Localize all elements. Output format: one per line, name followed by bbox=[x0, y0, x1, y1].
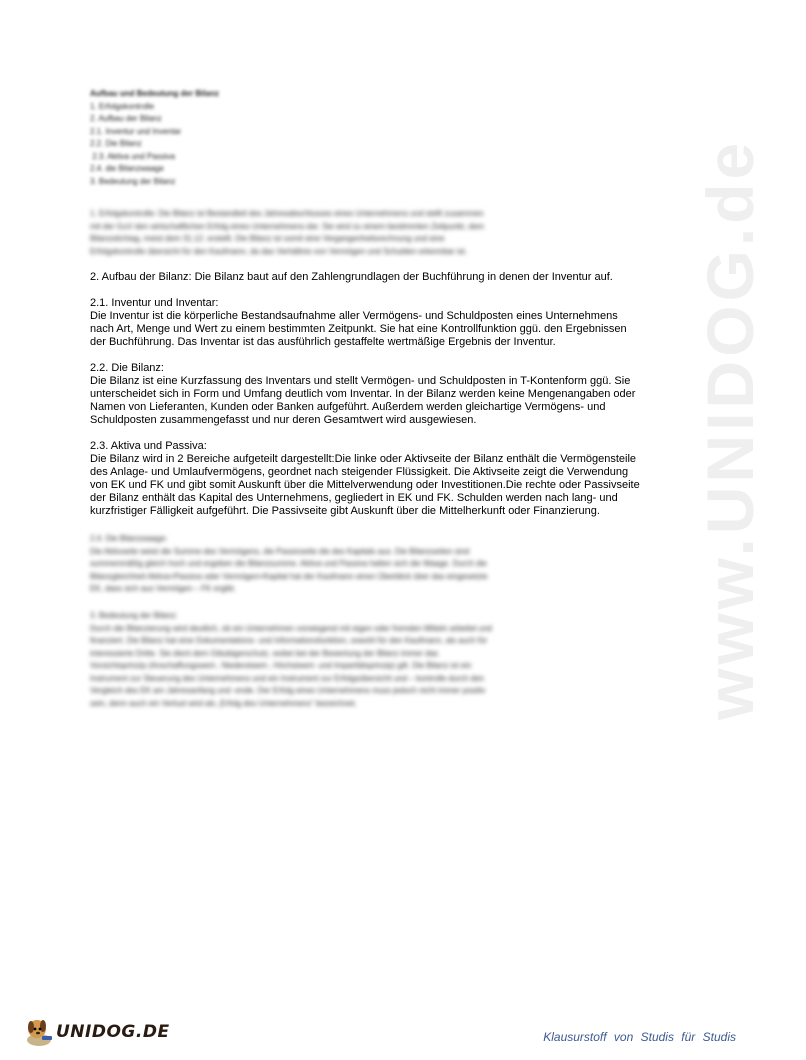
section-heading: 2.1. Inventur und Inventar: bbox=[90, 297, 219, 309]
paragraph-line: interessierte Dritte. Sie dient dem Gläubigerschutz, wobei bei der Bewertung der Bilanz immer das bbox=[90, 648, 439, 658]
unidog-logo[interactable] bbox=[22, 1012, 172, 1052]
section-bilanz bbox=[90, 362, 656, 427]
toc-item: 2.4. die Bilanzwaage bbox=[90, 164, 164, 173]
paragraph-line: Instrument zur Steuerung des Unternehmens und ein Instrument zur Erfolgsübersicht und – kontrolle durch den bbox=[90, 673, 484, 683]
paragraph-line: summenmäßig gleich hoch und ergeben die Bilanzsumme. Aktiva und Passiva halten sich die Waage. Durch die bbox=[90, 559, 487, 568]
toc-item: 2. Aufbau der Bilanz bbox=[90, 114, 162, 123]
paragraph-line: Vergleich des EK am Jahresanfang und -ende. Der Erfolg eines Unternehmens muss jedoch nicht immer positiv bbox=[90, 686, 486, 695]
paragraph-line: nach Art, Menge und Wert zu einem bestimmten Zeitpunkt. Sie hat eine Kontrollfunktion ggü. den Ergebnissen bbox=[90, 323, 627, 335]
section-inventur bbox=[90, 297, 656, 349]
toc-item: 2.2. Die Bilanz bbox=[90, 139, 142, 148]
paragraph-line: Vorsichtsprinzip (Anschaffungswert-, Niederstwert-, Höchstwert- und Imparitätsprinzip) gilt. Die Bilanz ist ein bbox=[90, 661, 472, 670]
paragraph-line: Die Bilanz ist eine Kurzfassung des Inventars und stellt Vermögen- und Schuldposten in T-Kontenform ggü. Sie bbox=[90, 375, 631, 387]
paragraph-line: der Bilanz enthält das Kapital des Unternehmens, gegliedert in EK und FK. Schulden werden nach lang- und bbox=[90, 492, 618, 504]
paragraph-line: Die Inventur ist die körperliche Bestandsaufnahme aller Vermögens- und Schuldposten eines Unternehmens bbox=[90, 310, 618, 322]
section-bedeutung bbox=[90, 610, 656, 710]
paragraph-line: mit der GuV den wirtschaftlichen Erfolg eines Unternehmens dar. Sie wird zu einem bestimmten Zeitpunkt, dem bbox=[90, 221, 484, 231]
paragraph-line: 1. Erfolgskontrolle: Die Bilanz ist Bestandteil des Jahresabschlusses eines Unternehmens und stellt zusammen bbox=[90, 209, 484, 218]
paragraph: 2. Aufbau der Bilanz: Die Bilanz baut auf den Zahlengrundlagen der Buchführung in denen der Inventur auf. bbox=[90, 271, 613, 283]
footer-tagline: Klausurstoff von Studis für Studis bbox=[543, 1030, 736, 1044]
paragraph-line: Schuldposten zusammengefasst und nur deren Gesamtwert wird ausgewiesen. bbox=[90, 414, 477, 426]
toc-title: Aufbau und Bedeutung der Bilanz bbox=[90, 89, 219, 98]
paragraph-line: Die Aktivseite weist die Summe des Vermögens, die Passivseite die des Kapitals aus. Die Bilanzseiten sind bbox=[90, 546, 470, 556]
paragraph-line: Bilanzgleichheit Aktiva=Passiva oder Vermögen=Kapital hat der Kaufmann einen Überblick über das eingesetzte bbox=[90, 571, 488, 581]
paragraph-line: Die Bilanz wird in 2 Bereiche aufgeteilt dargestellt:Die linke oder Aktivseite der Bilanz enthält die Vermögensteile bbox=[90, 453, 637, 465]
toc-item: 1. Erfolgskontrolle bbox=[90, 101, 155, 111]
section-heading: 2.4. Die Bilanzwaage: bbox=[90, 534, 168, 543]
section-heading: 2.3. Aktiva und Passiva: bbox=[90, 440, 207, 452]
paragraph-line: des Anlage- und Umlaufvermögens, geordnet nach steigender Flüssigkeit. Die Aktivseite zeigt die Verwendung bbox=[90, 466, 629, 478]
toc-item: 2.3. Aktiva und Passiva bbox=[90, 151, 175, 161]
paragraph-line: sein, denn auch ein Verlust wird als „Erfolg des Unternehmens“ bezeichnet. bbox=[90, 698, 357, 708]
table-of-contents bbox=[90, 88, 656, 188]
toc-item: 3. Bedeutung der Bilanz bbox=[90, 176, 176, 186]
section-bilanzwaage bbox=[90, 533, 656, 596]
paragraph-line: kurzfristiger Fälligkeit aufgeführt. Die Passivseite gibt Auskunft über die Mittelherkunft oder Finanzierung. bbox=[90, 505, 600, 517]
paragraph-line: Namen von Lieferanten, Kunden oder Banken aufgeführt. Außerdem werden gleichartige Vermögens- und bbox=[90, 401, 606, 413]
paragraph-line: der Buchführung. Das Inventar ist das ausführlich gestaffelte wertmäßige Ergebnis der Inventur. bbox=[90, 336, 556, 348]
section-aktiva-passiva bbox=[90, 440, 656, 518]
paragraph-line: Bilanzstichtag, meist dem 31.12. erstellt. Die Bilanz ist somit eine Vergangenheitsrechnung und eine bbox=[90, 234, 445, 243]
dog-mascot-icon bbox=[22, 1014, 56, 1048]
logo-text: UNIDOG.DE bbox=[56, 1022, 170, 1042]
paragraph-line: unterscheidet sich in Form und Umfang deutlich vom Inventar. In der Bilanz werden keine Mengenangaben oder bbox=[90, 388, 636, 400]
section-erfolgskontrolle bbox=[90, 208, 656, 258]
paragraph-line: von EK und FK und gibt somit Auskunft über die Mittelverwendung oder Investitionen.Die rechte oder Passivseite bbox=[90, 479, 640, 491]
section-heading: 3. Bedeutung der Bilanz: bbox=[90, 611, 178, 620]
paragraph-line: Erfolgskontrolle übersicht für den Kaufmann, da das Verhältnis von Vermögen und Schulden erkennbar ist. bbox=[90, 246, 468, 256]
toc-item: 2.1. Inventur und Inventar bbox=[90, 126, 182, 136]
paragraph-line: EK, dass sich aus Vermögen – FK ergibt. bbox=[90, 584, 236, 593]
watermark-text: www.UNIDOG.de bbox=[693, 138, 767, 720]
paragraph-line: finanziert. Die Bilanz hat eine Dokumentations- und Informationsfunktion, sowohl für den Kaufmann, als auch für bbox=[90, 636, 488, 645]
section-heading: 2.2. Die Bilanz: bbox=[90, 362, 164, 374]
section-aufbau bbox=[90, 271, 656, 284]
paragraph-line: Durch die Bilanzierung wird deutlich, ob ein Unternehmen vorwiegend mit eigen oder fremden Mitteln arbeitet und bbox=[90, 623, 492, 633]
